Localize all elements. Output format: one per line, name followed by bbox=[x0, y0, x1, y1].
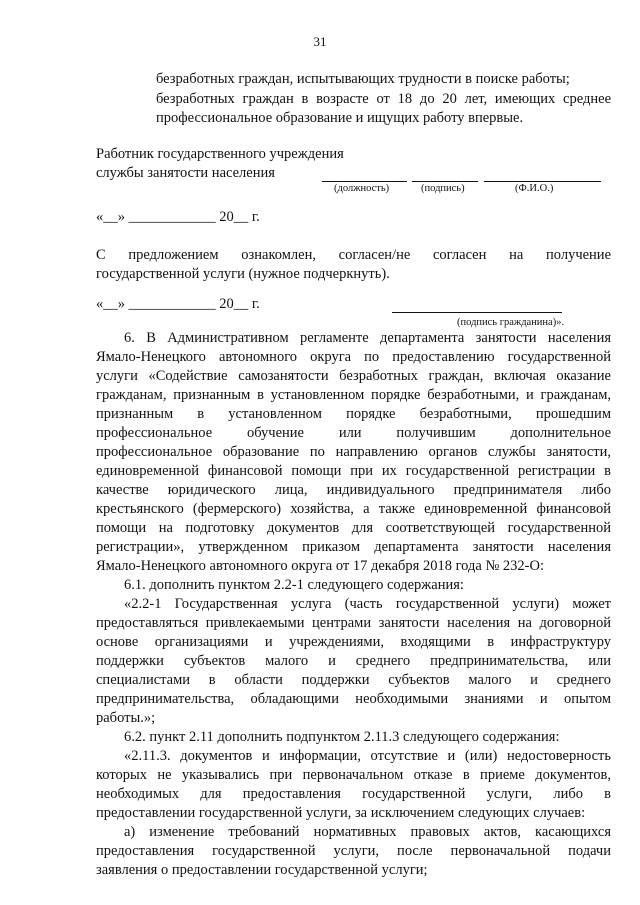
para61-line-5: специалистами в области поддержки субъектов малого и среднего bbox=[96, 672, 611, 688]
citizen-signature-caption: (подпись гражданина)». bbox=[457, 317, 565, 328]
para6-line-12: регистрации», утвержденном приказом департамента занятости населения bbox=[96, 539, 611, 555]
intro-line-2: безработных граждан в возрасте от 18 до 20 лет, имеющих среднее bbox=[156, 91, 611, 107]
caption-name: (Ф.И.О.) bbox=[515, 183, 554, 194]
citizen-signature-line bbox=[392, 312, 562, 313]
para6-line-2: Ямало-Ненецкого автономного округа по предоставлению государственной bbox=[96, 349, 611, 365]
caption-position: (должность) bbox=[334, 183, 390, 194]
date-line: «__» ____________ 20__ г. bbox=[96, 209, 260, 225]
intro-line-3: профессиональное образование и ищущих работу впервые. bbox=[156, 110, 524, 126]
para61-title: 6.1. дополнить пунктом 2.2-1 следующего содержания: bbox=[124, 577, 464, 593]
para6-line-1: 6. В Административном регламенте департамента занятости населения bbox=[124, 330, 611, 346]
date-line-2: «__» ____________ 20__ г. bbox=[96, 296, 260, 312]
para61-line-7: работы.»; bbox=[96, 710, 156, 726]
para6-line-13: Ямало-Ненецкого автономного округа от 17 декабря 2018 года № 232-О: bbox=[96, 558, 544, 574]
page-number: 31 bbox=[313, 34, 327, 49]
para61-line-1: «2.2-1 Государственная услуга (часть государственной услуги) может bbox=[124, 596, 611, 612]
para6-line-9: качестве юридического лица, индивидуального предпринимателя либо bbox=[96, 482, 611, 498]
caption-signature: (подпись) bbox=[421, 183, 465, 194]
position-line bbox=[322, 181, 407, 182]
para6-line-4: гражданам, признанным в установленном порядке безработными, и гражданам, bbox=[96, 387, 611, 403]
para6-line-10: крестьянского (фермерского) хозяйства, а также единовременной финансовой bbox=[96, 501, 611, 517]
para62a-line-2: предоставления государственной услуги, после первоначальной подачи bbox=[96, 843, 611, 859]
para6-line-7: профессиональное образование по направлению органов службы занятости, bbox=[96, 444, 611, 460]
para62-line-4: предоставлении государственной услуги, за исключением следующих случаев: bbox=[96, 805, 586, 821]
para62-line-1: «2.11.3. документов и информации, отсутствие и (или) недостоверность bbox=[124, 748, 611, 764]
consent-line-1: С предложением ознакомлен, согласен/не согласен на получение bbox=[96, 247, 611, 263]
para62-line-3: необходимых для предоставления государственной услуги, либо в bbox=[96, 786, 611, 802]
consent-line-2: государственной услуги (нужное подчеркнуть). bbox=[96, 266, 390, 282]
para6-line-11: помощи на подготовку документов для соответствующей государственной bbox=[96, 520, 611, 536]
para61-line-2: предоставляться привлекаемыми центрами занятости населения на договорной bbox=[96, 615, 611, 631]
intro-line-1: безработных граждан, испытывающих трудности в поиске работы; bbox=[156, 71, 570, 87]
signature-line bbox=[412, 181, 478, 182]
para62a-line-3: заявления о предоставлении государственной услуги; bbox=[96, 862, 428, 878]
name-line bbox=[484, 181, 601, 182]
para6-line-3: услуги «Содействие самозанятости безработных граждан, включая оказание bbox=[96, 368, 611, 384]
para6-line-8: единовременной финансовой помощи при их государственной регистрации в bbox=[96, 463, 611, 479]
para61-line-6: предпринимательства, обладающими необходимыми знаниями и опытом bbox=[96, 691, 611, 707]
worker-title-line-1: Работник государственного учреждения bbox=[96, 146, 344, 162]
para61-line-3: основе организациями и учреждениями, входящими в инфраструктуру bbox=[96, 634, 611, 650]
para62-title: 6.2. пункт 2.11 дополнить подпунктом 2.11.3 следующего содержания: bbox=[124, 729, 560, 745]
worker-title-line-2: службы занятости населения bbox=[96, 165, 275, 181]
para6-line-6: профессиональное обучение или получившим дополнительное bbox=[96, 425, 611, 441]
para6-line-5: признанным в установленном порядке безработными, прошедшим bbox=[96, 406, 611, 422]
para62a-line-1: а) изменение требований нормативных правовых актов, касающихся bbox=[124, 824, 611, 840]
para61-line-4: поддержки субъектов малого и среднего предпринимательства, или bbox=[96, 653, 611, 669]
para62-line-2: которых не указывались при первоначальном отказе в приеме документов, bbox=[96, 767, 611, 783]
